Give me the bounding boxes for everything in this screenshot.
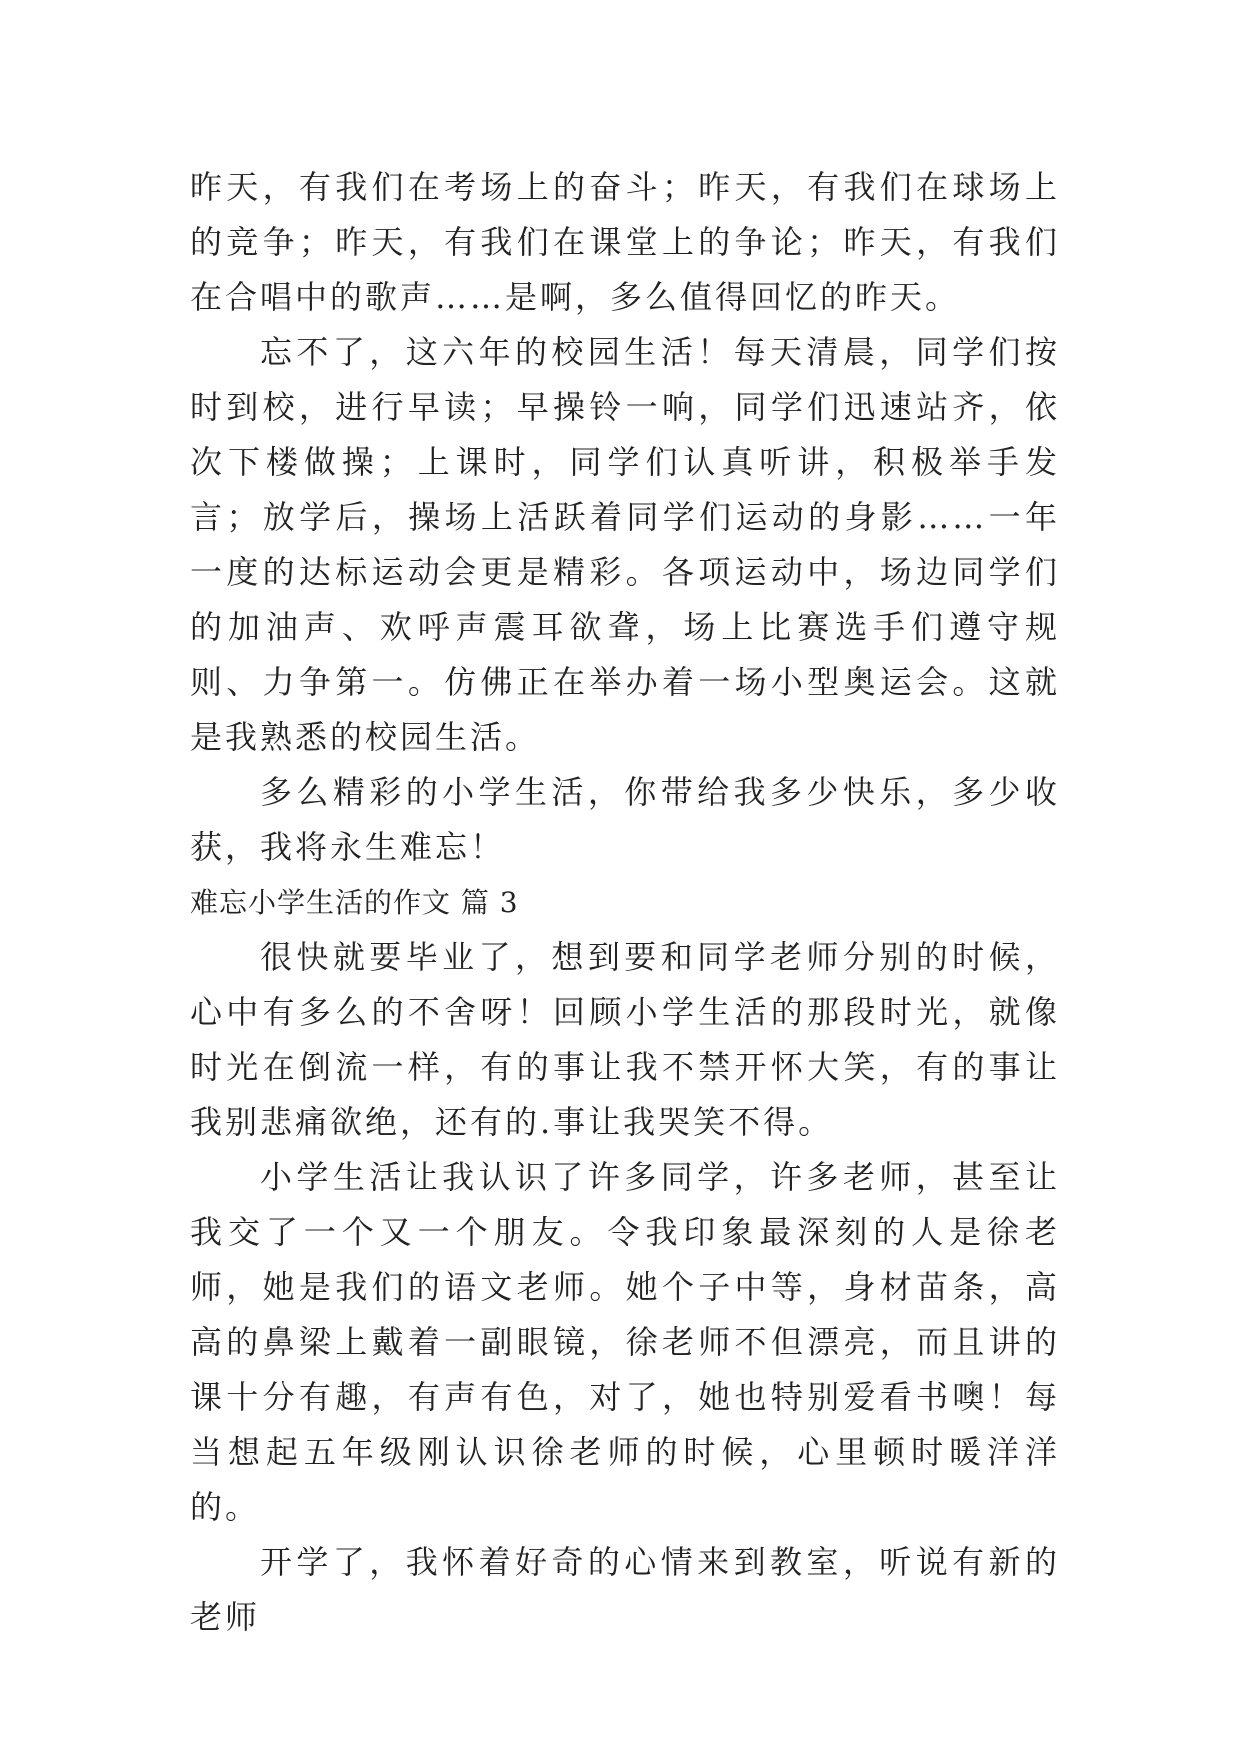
paragraph-graduation: 很快就要毕业了，想到要和同学老师分别的时候，心中有多么的不舍呀！回顾小学生活的那段时光，就像时光在倒流一样，有的事让我不禁开怀大笑，有的事让我别悲痛欲绝，还有的.事让我哭笑不得。: [190, 938, 1060, 1141]
section-heading: 难忘小学生活的作文 篇 3: [190, 886, 519, 919]
paragraph-unforgettable: 多么精彩的小学生活，你带给我多少快乐，多少收获，我将永生难忘！: [190, 773, 1060, 866]
paragraph-school-start: 开学了，我怀着好奇的心情来到教室，听说有新的老师: [190, 1543, 1060, 1636]
document-body: [190, 160, 1060, 1645]
paragraph-teacher-xu: 小学生活让我认识了许多同学，许多老师，甚至让我交了一个又一个朋友。令我印象最深刻的人是徐老师，她是我们的语文老师。她个子中等，身材苗条，高高的鼻梁上戴着一副眼镜，徐老师不但漂亮，而且讲的课十分有趣，有声有色，对了，她也特别爱看书噢！每当想起五年级刚认识徐老师的时候，心里顿时暖洋洋的。: [190, 1158, 1060, 1526]
paragraph-yesterday: 昨天，有我们在考场上的奋斗；昨天，有我们在球场上的竞争；昨天，有我们在课堂上的争论；昨天，有我们在合唱中的歌声……是啊，多么值得回忆的昨天。: [190, 168, 1060, 316]
paragraph-campus-life: 忘不了，这六年的校园生活！每天清晨，同学们按时到校，进行早读；早操铃一响，同学们迅速站齐，依次下楼做操；上课时，同学们认真听讲，积极举手发言；放学后，操场上活跃着同学们运动的身影……一年一度的达标运动会更是精彩。各项运动中，场边同学们的加油声、欢呼声震耳欲聋，场上比赛选手们遵守规则、力争第一。仿佛正在举办着一场小型奥运会。这就是我熟悉的校园生活。: [190, 333, 1060, 756]
